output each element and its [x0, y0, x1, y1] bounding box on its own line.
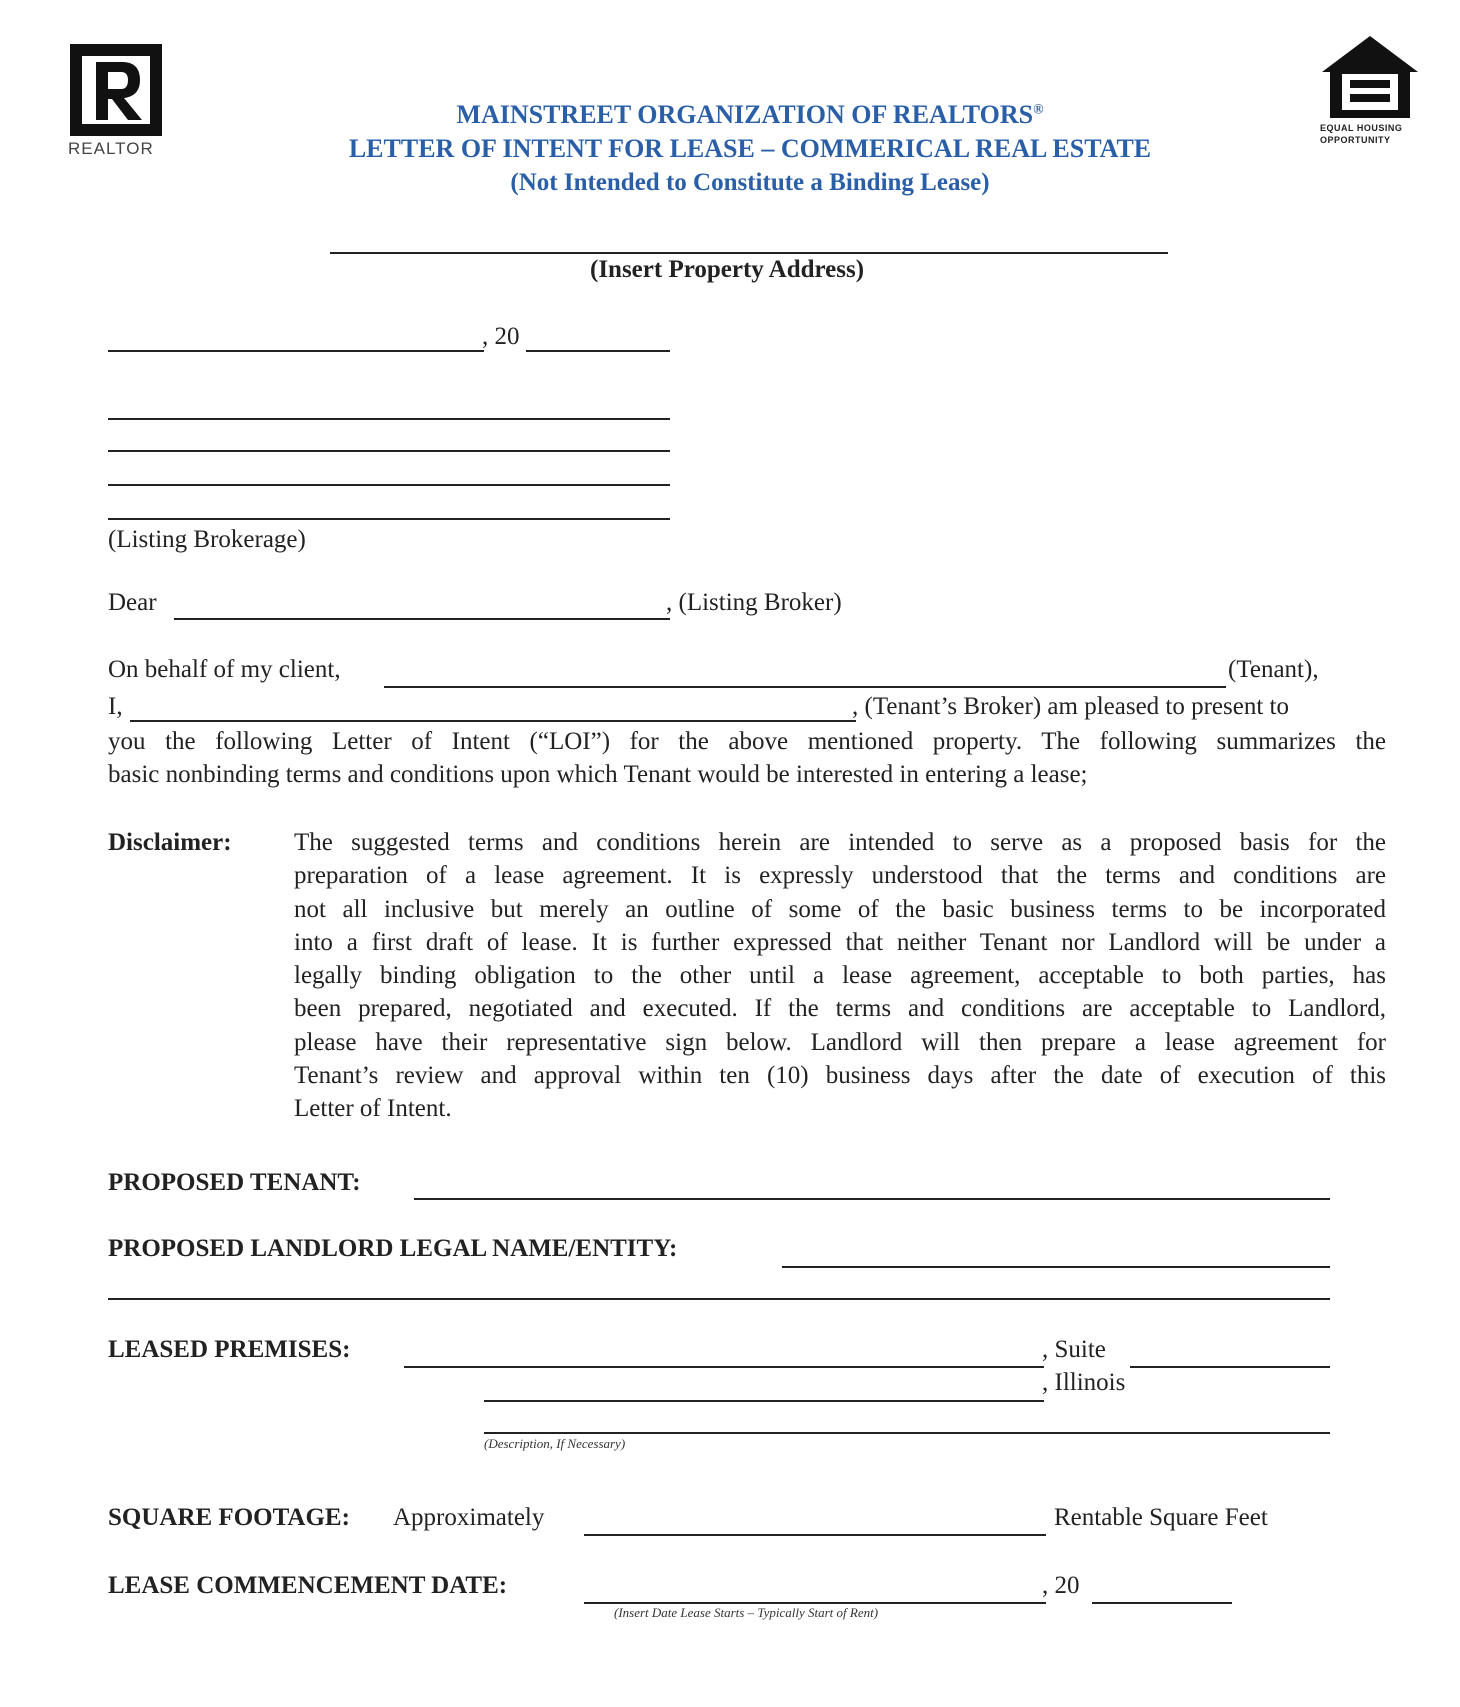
- i-text: I,: [108, 693, 123, 720]
- description-hint: (Description, If Necessary): [484, 1436, 626, 1451]
- illinois-label: , Illinois: [1042, 1369, 1126, 1396]
- intro-paragraph: [108, 725, 1386, 792]
- square-footage-label: SQUARE FOOTAGE:: [108, 1504, 350, 1531]
- brokerage-line-4[interactable]: [108, 518, 670, 520]
- tenants-broker-line[interactable]: [130, 720, 856, 722]
- disclaimer-line: please have their representative sign below. Landlord will then prepare a lease agreement for: [294, 1028, 1386, 1056]
- date-year-prefix: , 20: [482, 323, 520, 350]
- org-name: MAINSTREET ORGANIZATION OF REALTORS®: [456, 100, 1044, 129]
- lease-commencement-line[interactable]: [584, 1602, 1046, 1604]
- proposed-landlord-line-1[interactable]: [782, 1266, 1330, 1268]
- disclaimer-label: Disclaimer:: [108, 829, 232, 856]
- document-title: LETTER OF INTENT FOR LEASE – COMMERICAL REAL ESTATE: [348, 134, 1152, 163]
- commencement-year-line[interactable]: [1092, 1602, 1232, 1604]
- intro-line-4: basic nonbinding terms and conditions upon which Tenant would be interested in entering a lease;: [108, 761, 1088, 789]
- date-year-line[interactable]: [526, 350, 670, 352]
- approximately-text: Approximately: [393, 1504, 545, 1531]
- date-line[interactable]: [108, 350, 484, 352]
- listing-broker-label: , (Listing Broker): [666, 589, 842, 616]
- dear-name-line[interactable]: [174, 618, 670, 620]
- disclaimer-line: not all inclusive but merely an outline of some of the basic business terms to be incorporated: [294, 895, 1386, 923]
- intro-line-3: you the following Letter of Intent (“LOI”) for the above mentioned property. The following summarizes the: [108, 728, 1386, 755]
- property-address-label: (Insert Property Address): [590, 256, 865, 283]
- property-address-line[interactable]: [330, 252, 1168, 254]
- disclaimer-paragraph: [294, 826, 1386, 1126]
- brokerage-line-3[interactable]: [108, 484, 670, 486]
- disclaimer-line: into a first draft of lease. It is further expressed that neither Tenant nor Landlord will be under a: [294, 928, 1386, 956]
- realtor-text: REALTOR: [68, 139, 154, 158]
- suite-label: , Suite: [1042, 1336, 1106, 1363]
- disclaimer-line: The suggested terms and conditions herein are intended to serve as a proposed basis for the: [294, 829, 1386, 856]
- document-subtitle: (Not Intended to Constitute a Binding Lease): [510, 169, 990, 196]
- disclaimer-line: legally binding obligation to the other until a lease agreement, acceptable to both parties, has: [294, 962, 1386, 990]
- on-behalf-text: On behalf of my client,: [108, 656, 341, 683]
- leased-premises-label: LEASED PREMISES:: [108, 1336, 351, 1363]
- disclaimer-line: Tenant’s review and approval within ten (10) business days after the date of execution of this: [294, 1062, 1386, 1090]
- proposed-tenant-label: PROPOSED TENANT:: [108, 1169, 361, 1196]
- square-footage-line[interactable]: [584, 1534, 1046, 1536]
- commencement-year-prefix: , 20: [1042, 1572, 1080, 1599]
- proposed-landlord-line-2[interactable]: [108, 1298, 1330, 1300]
- lease-commencement-label: LEASE COMMENCEMENT DATE:: [108, 1572, 508, 1599]
- brokerage-line-2[interactable]: [108, 450, 670, 452]
- commencement-hint: (Insert Date Lease Starts – Typically Start of Rent): [614, 1605, 879, 1620]
- proposed-landlord-label: PROPOSED LANDLORD LEGAL NAME/ENTITY:: [108, 1235, 678, 1262]
- leased-premises-line-1[interactable]: [404, 1366, 1044, 1368]
- description-line[interactable]: [484, 1432, 1330, 1434]
- rentable-sq-ft-text: Rentable Square Feet: [1054, 1504, 1268, 1531]
- leased-premises-line-2[interactable]: [484, 1400, 1044, 1402]
- brokerage-line-1[interactable]: [108, 418, 670, 420]
- proposed-tenant-line[interactable]: [414, 1198, 1330, 1200]
- disclaimer-line: preparation of a lease agreement. It is expressly understood that the terms and conditions are: [294, 862, 1386, 890]
- equal-housing-text-2: OPPORTUNITY: [1320, 135, 1391, 145]
- disclaimer-line: been prepared, negotiated and executed. If the terms and conditions are acceptable to Landlord,: [294, 995, 1386, 1023]
- tenants-broker-text: , (Tenant’s Broker) am pleased to present to: [852, 693, 1289, 720]
- dear-label: Dear: [108, 589, 157, 616]
- suite-line[interactable]: [1130, 1366, 1330, 1368]
- client-name-line[interactable]: [384, 686, 1226, 688]
- disclaimer-line: Letter of Intent.: [294, 1095, 452, 1123]
- listing-brokerage-label: (Listing Brokerage): [108, 526, 306, 553]
- tenant-label: (Tenant),: [1228, 656, 1319, 683]
- equal-housing-text-1: EQUAL HOUSING: [1320, 123, 1403, 133]
